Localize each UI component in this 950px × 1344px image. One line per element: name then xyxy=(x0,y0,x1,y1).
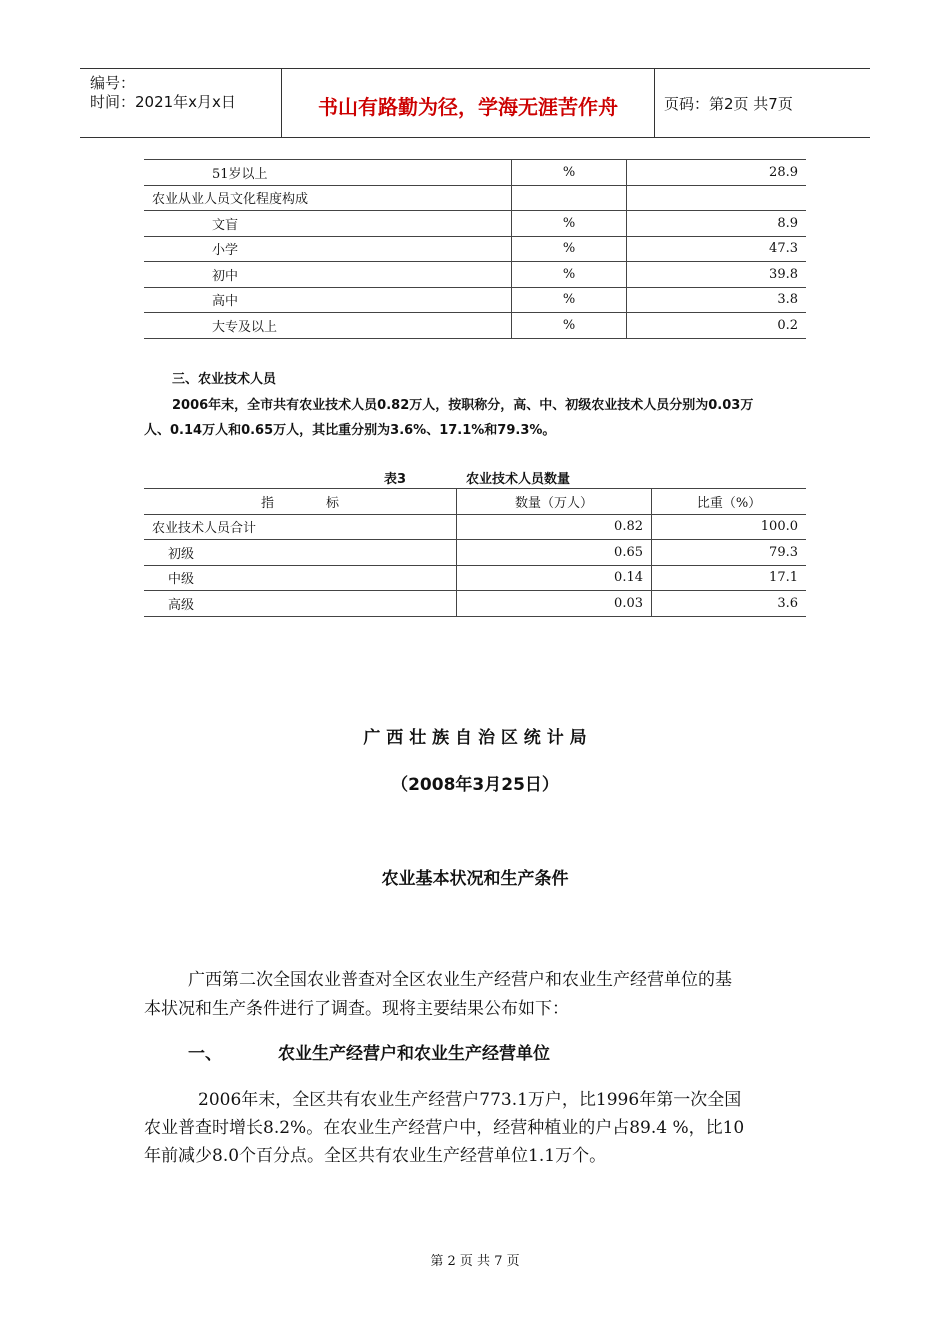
section1-title: 农业生产经营户和农业生产经营单位 xyxy=(278,1044,550,1064)
row-count: 0.03 xyxy=(457,591,652,617)
table-row xyxy=(144,313,806,339)
row-value: 28.9 xyxy=(627,160,807,186)
issuer-date: （2008年3月25日） xyxy=(391,775,559,795)
para-line2: 农业普查时增长8.2%。在农业生产经营户中，经营种植业的户占89.4 %，比10 xyxy=(144,1118,745,1138)
article-title: 农业基本状况和生产条件 xyxy=(381,869,569,889)
row-label: 小学 xyxy=(144,236,512,262)
row-unit: % xyxy=(512,160,627,186)
row-value: 39.8 xyxy=(627,262,807,288)
row-label: 农业技术人员合计 xyxy=(144,514,457,540)
tech-staff-table-body xyxy=(144,489,806,617)
row-share: 100.0 xyxy=(652,514,807,540)
time-label: 时间：2021年x月x日 xyxy=(90,93,236,111)
row-value: 8.9 xyxy=(627,211,807,237)
section3-para-line1: 2006年末，全市共有农业技术人员0.82万人，按职称分，高、中、初级农业技术人员分别为0.03万 xyxy=(172,398,754,413)
table-header-row xyxy=(144,489,806,515)
para-line3: 年前减少8.0个百分点。全区共有农业生产经营单位1.1万个。 xyxy=(144,1146,607,1166)
intro-line1: 广西第二次全国农业普查对全区农业生产经营户和农业生产经营单位的基 xyxy=(188,970,732,990)
column-header: 指 标 xyxy=(144,489,457,515)
row-label: 高中 xyxy=(144,287,512,313)
column-header: 比重（%） xyxy=(652,489,807,515)
row-label: 初级 xyxy=(144,540,457,566)
table-row xyxy=(144,185,806,211)
table-row xyxy=(144,565,806,591)
row-unit: % xyxy=(512,287,627,313)
header-motto-cell xyxy=(281,69,655,137)
row-count: 0.82 xyxy=(457,514,652,540)
tech-staff-table xyxy=(144,488,806,617)
education-table-body xyxy=(144,160,806,339)
row-value: 3.8 xyxy=(627,287,807,313)
row-label: 农业从业人员文化程度构成 xyxy=(144,185,512,211)
page-footer: 第 2 页 共 7 页 xyxy=(430,1254,520,1269)
table-row xyxy=(144,262,806,288)
table3-caption-no: 表3 xyxy=(384,472,407,487)
row-count: 0.14 xyxy=(457,565,652,591)
table-row xyxy=(144,160,806,186)
row-share: 79.3 xyxy=(652,540,807,566)
table-row xyxy=(144,514,806,540)
row-unit: % xyxy=(512,211,627,237)
row-label: 51岁以上 xyxy=(144,160,512,186)
issuer-org: 广 西 壮 族 自 治 区 统 计 局 xyxy=(363,728,587,748)
education-table xyxy=(144,159,806,339)
row-value: 0.2 xyxy=(627,313,807,339)
section3-para-line2: 人、0.14万人和0.65万人，其比重分别为3.6%、17.1%和79.3%。 xyxy=(144,423,556,438)
row-share: 17.1 xyxy=(652,565,807,591)
column-header: 数量（万人） xyxy=(457,489,652,515)
para-line1: 2006年末，全区共有农业生产经营户773.1万户，比1996年第一次全国 xyxy=(198,1090,742,1110)
row-count: 0.65 xyxy=(457,540,652,566)
motto: 书山有路勤为径，学海无涯苦作舟 xyxy=(318,95,618,119)
row-unit: % xyxy=(512,262,627,288)
row-unit xyxy=(512,185,627,211)
row-label: 初中 xyxy=(144,262,512,288)
row-unit: % xyxy=(512,313,627,339)
table3-caption-title: 农业技术人员数量 xyxy=(466,472,571,487)
row-unit: % xyxy=(512,236,627,262)
row-value: 47.3 xyxy=(627,236,807,262)
header-meta xyxy=(80,69,280,137)
table-row xyxy=(144,236,806,262)
table-row xyxy=(144,287,806,313)
row-value xyxy=(627,185,807,211)
section1-number: 一、 xyxy=(188,1044,222,1064)
row-share: 3.6 xyxy=(652,591,807,617)
document-header xyxy=(80,68,870,138)
row-label: 中级 xyxy=(144,565,457,591)
table-row xyxy=(144,211,806,237)
number-label: 编号： xyxy=(90,74,136,92)
row-label: 大专及以上 xyxy=(144,313,512,339)
page-code: 页码：第2页 共7页 xyxy=(664,95,793,113)
table-row xyxy=(144,591,806,617)
table-row xyxy=(144,540,806,566)
section3-heading: 三、农业技术人员 xyxy=(172,372,277,387)
row-label: 高级 xyxy=(144,591,457,617)
row-label: 文盲 xyxy=(144,211,512,237)
intro-line2: 本状况和生产条件进行了调查。现将主要结果公布如下： xyxy=(144,999,569,1019)
